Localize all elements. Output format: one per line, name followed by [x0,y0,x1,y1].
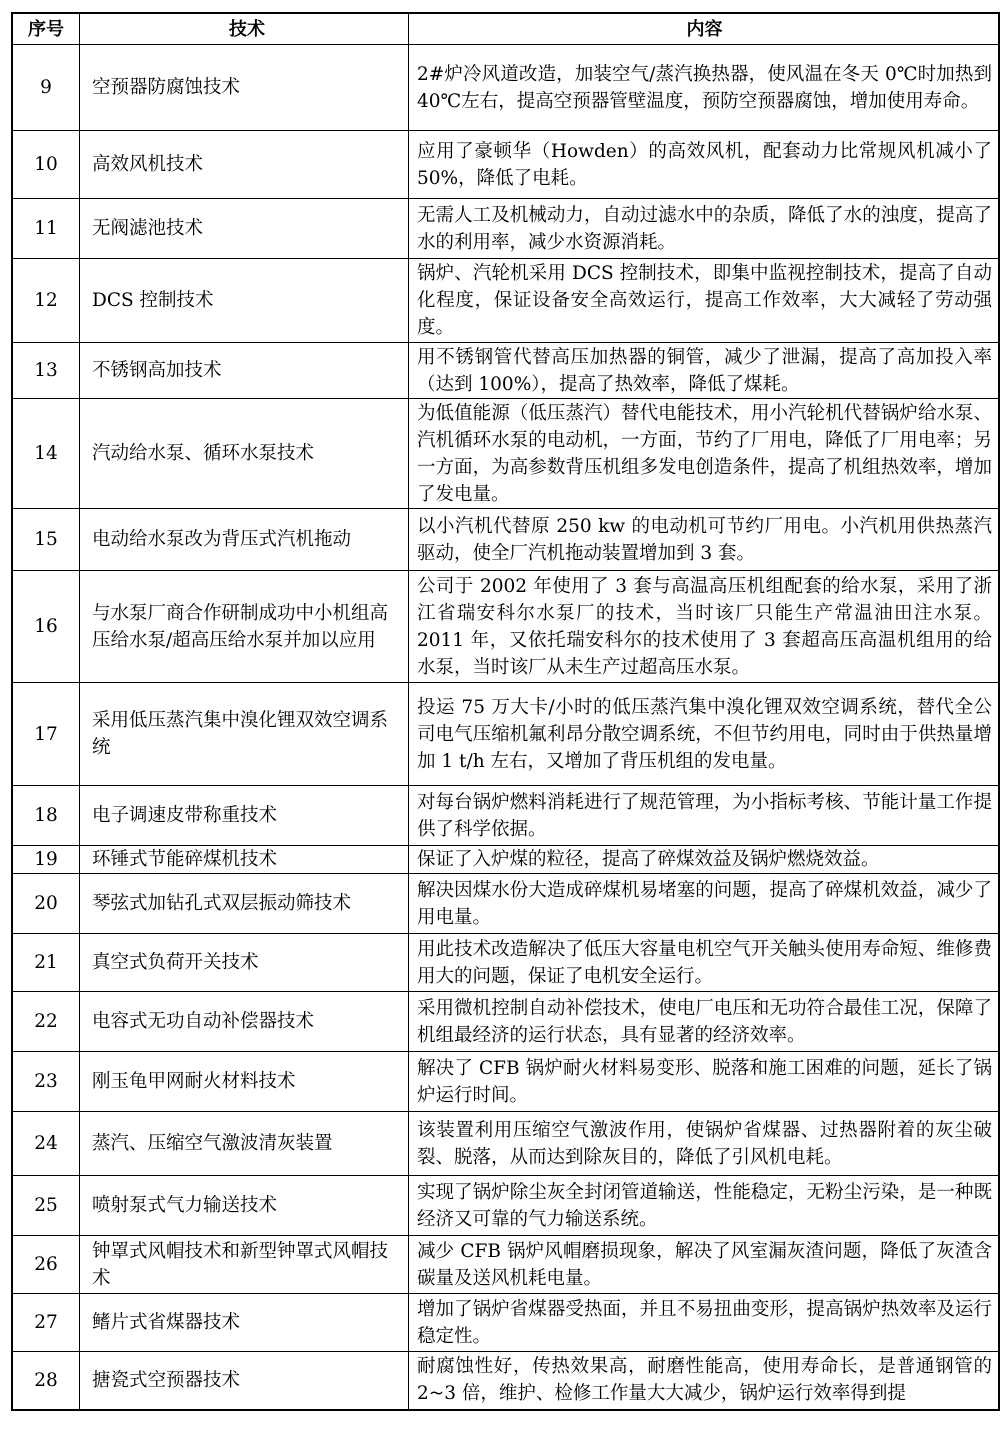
table-row [12,992,999,1052]
row-no: 28 [12,1352,80,1410]
row-content: 对每台锅炉燃料消耗进行了规范管理，为小指标考核、节能计量工作提供了科学依据。 [409,786,1000,846]
table-row [12,45,999,131]
row-content: 该装置利用压缩空气激波作用，使锅炉省煤器、过热器附着的灰尘破裂、脱落，从而达到除灰目的，降低了引风机电耗。 [409,1112,1000,1176]
row-content: 减少 CFB 锅炉风帽磨损现象，解决了风室漏灰渣问题，降低了灰渣含碳量及送风机耗电量。 [409,1236,1000,1294]
table-row [12,259,999,343]
row-no: 26 [12,1236,80,1294]
row-content: 以小汽机代替原 250 kw 的电动机可节约厂用电。小汽机用供热蒸汽驱动，使全厂汽机拖动装置增加到 3 套。 [409,509,1000,571]
header-content: 内容 [409,13,1000,45]
table-row [12,846,999,874]
row-content: 用此技术改造解决了低压大容量电机空气开关触头使用寿命短、维修费用大的问题，保证了电机安全运行。 [409,934,1000,992]
table-row [12,874,999,934]
row-tech: 真空式负荷开关技术 [80,934,409,992]
header-no: 序号 [12,13,80,45]
table-row [12,1052,999,1112]
row-no: 22 [12,992,80,1052]
row-content: 2#炉冷风道改造，加装空气/蒸汽换热器，使风温在冬天 0℃时加热到 40℃左右，提高空预器管壁温度，预防空预器腐蚀，增加使用寿命。 [409,45,1000,131]
row-content: 应用了豪顿华（Howden）的高效风机，配套动力比常规风机减小了 50%，降低了电耗。 [409,131,1000,199]
row-content: 增加了锅炉省煤器受热面，并且不易扭曲变形，提高锅炉热效率及运行稳定性。 [409,1294,1000,1352]
row-content: 无需人工及机械动力，自动过滤水中的杂质，降低了水的浊度，提高了水的利用率，减少水资源消耗。 [409,199,1000,259]
table-row [12,571,999,683]
row-no: 11 [12,199,80,259]
table-row [12,131,999,199]
row-no: 24 [12,1112,80,1176]
tech-table-container [11,12,1000,1411]
header-tech: 技术 [80,13,409,45]
table-row [12,343,999,399]
row-content: 公司于 2002 年使用了 3 套与高温高压机组配套的给水泵，采用了浙江省瑞安科尔水泵厂的技术，当时该厂只能生产常温油田注水泵。2011 年，又依托瑞安科尔的技术使用了 3 套超高压高温机组用的给水泵，当时该厂从未生产过超高压水泵。 [409,571,1000,683]
row-content: 解决因煤水份大造成碎煤机易堵塞的问题，提高了碎煤机效益，减少了用电量。 [409,874,1000,934]
row-no: 14 [12,399,80,509]
row-no: 13 [12,343,80,399]
row-no: 12 [12,259,80,343]
row-no: 9 [12,45,80,131]
row-tech: 汽动给水泵、循环水泵技术 [80,399,409,509]
row-no: 21 [12,934,80,992]
row-content: 实现了锅炉除尘灰全封闭管道输送，性能稳定，无粉尘污染，是一种既经济又可靠的气力输送系统。 [409,1176,1000,1236]
table-header-row [12,13,999,45]
table-row [12,199,999,259]
tech-table [11,12,1000,1411]
row-no: 19 [12,846,80,874]
row-tech: 刚玉龟甲网耐火材料技术 [80,1052,409,1112]
row-content: 解决了 CFB 锅炉耐火材料易变形、脱落和施工困难的问题，延长了锅炉运行时间。 [409,1052,1000,1112]
row-no: 10 [12,131,80,199]
row-tech: 喷射泵式气力输送技术 [80,1176,409,1236]
table-row [12,1352,999,1410]
row-tech: 高效风机技术 [80,131,409,199]
row-content: 为低值能源（低压蒸汽）替代电能技术，用小汽轮机代替锅炉给水泵、汽机循环水泵的电动机，一方面，节约了厂用电，降低了厂用电率；另一方面，为高参数背压机组多发电创造条件，提高了机组热效率，增加了发电量。 [409,399,1000,509]
row-tech: 环锤式节能碎煤机技术 [80,846,409,874]
row-no: 23 [12,1052,80,1112]
table-row [12,1176,999,1236]
table-row [12,934,999,992]
row-no: 20 [12,874,80,934]
row-tech: 蒸汽、压缩空气激波清灰装置 [80,1112,409,1176]
row-content: 采用微机控制自动补偿技术，使电厂电压和无功符合最佳工况，保障了机组最经济的运行状态，具有显著的经济效率。 [409,992,1000,1052]
table-row [12,683,999,786]
row-content: 耐腐蚀性好，传热效果高，耐磨性能高，使用寿命长，是普通钢管的 2~3 倍，维护、检修工作量大大减少，锅炉运行效率得到提 [409,1352,1000,1410]
row-tech: 搪瓷式空预器技术 [80,1352,409,1410]
row-tech: 与水泵厂商合作研制成功中小机组高压给水泵/超高压给水泵并加以应用 [80,571,409,683]
row-tech: 无阀滤池技术 [80,199,409,259]
row-content: 保证了入炉煤的粒径，提高了碎煤效益及锅炉燃烧效益。 [409,846,1000,874]
row-tech: DCS 控制技术 [80,259,409,343]
row-no: 18 [12,786,80,846]
row-content: 投运 75 万大卡/小时的低压蒸汽集中溴化锂双效空调系统，替代全公司电气压缩机氟利昂分散空调系统，不但节约用电，同时由于供热量增加 1 t/h 左右，又增加了背压机组的发电量。 [409,683,1000,786]
table-row [12,1294,999,1352]
row-tech: 鳍片式省煤器技术 [80,1294,409,1352]
row-no: 15 [12,509,80,571]
row-no: 16 [12,571,80,683]
table-row [12,399,999,509]
row-content: 锅炉、汽轮机采用 DCS 控制技术，即集中监视控制技术，提高了自动化程度，保证设备安全高效运行，提高工作效率，大大减轻了劳动强度。 [409,259,1000,343]
row-no: 17 [12,683,80,786]
row-tech: 电子调速皮带称重技术 [80,786,409,846]
row-content: 用不锈钢管代替高压加热器的铜管，减少了泄漏，提高了高加投入率（达到 100%），提高了热效率，降低了煤耗。 [409,343,1000,399]
table-row [12,1112,999,1176]
row-tech: 琴弦式加钻孔式双层振动筛技术 [80,874,409,934]
table-row [12,509,999,571]
row-no: 27 [12,1294,80,1352]
row-tech: 不锈钢高加技术 [80,343,409,399]
row-tech: 电动给水泵改为背压式汽机拖动 [80,509,409,571]
row-tech: 电容式无功自动补偿器技术 [80,992,409,1052]
row-tech: 钟罩式风帽技术和新型钟罩式风帽技术 [80,1236,409,1294]
row-tech: 采用低压蒸汽集中溴化锂双效空调系统 [80,683,409,786]
table-row [12,786,999,846]
table-row [12,1236,999,1294]
row-tech: 空预器防腐蚀技术 [80,45,409,131]
row-no: 25 [12,1176,80,1236]
